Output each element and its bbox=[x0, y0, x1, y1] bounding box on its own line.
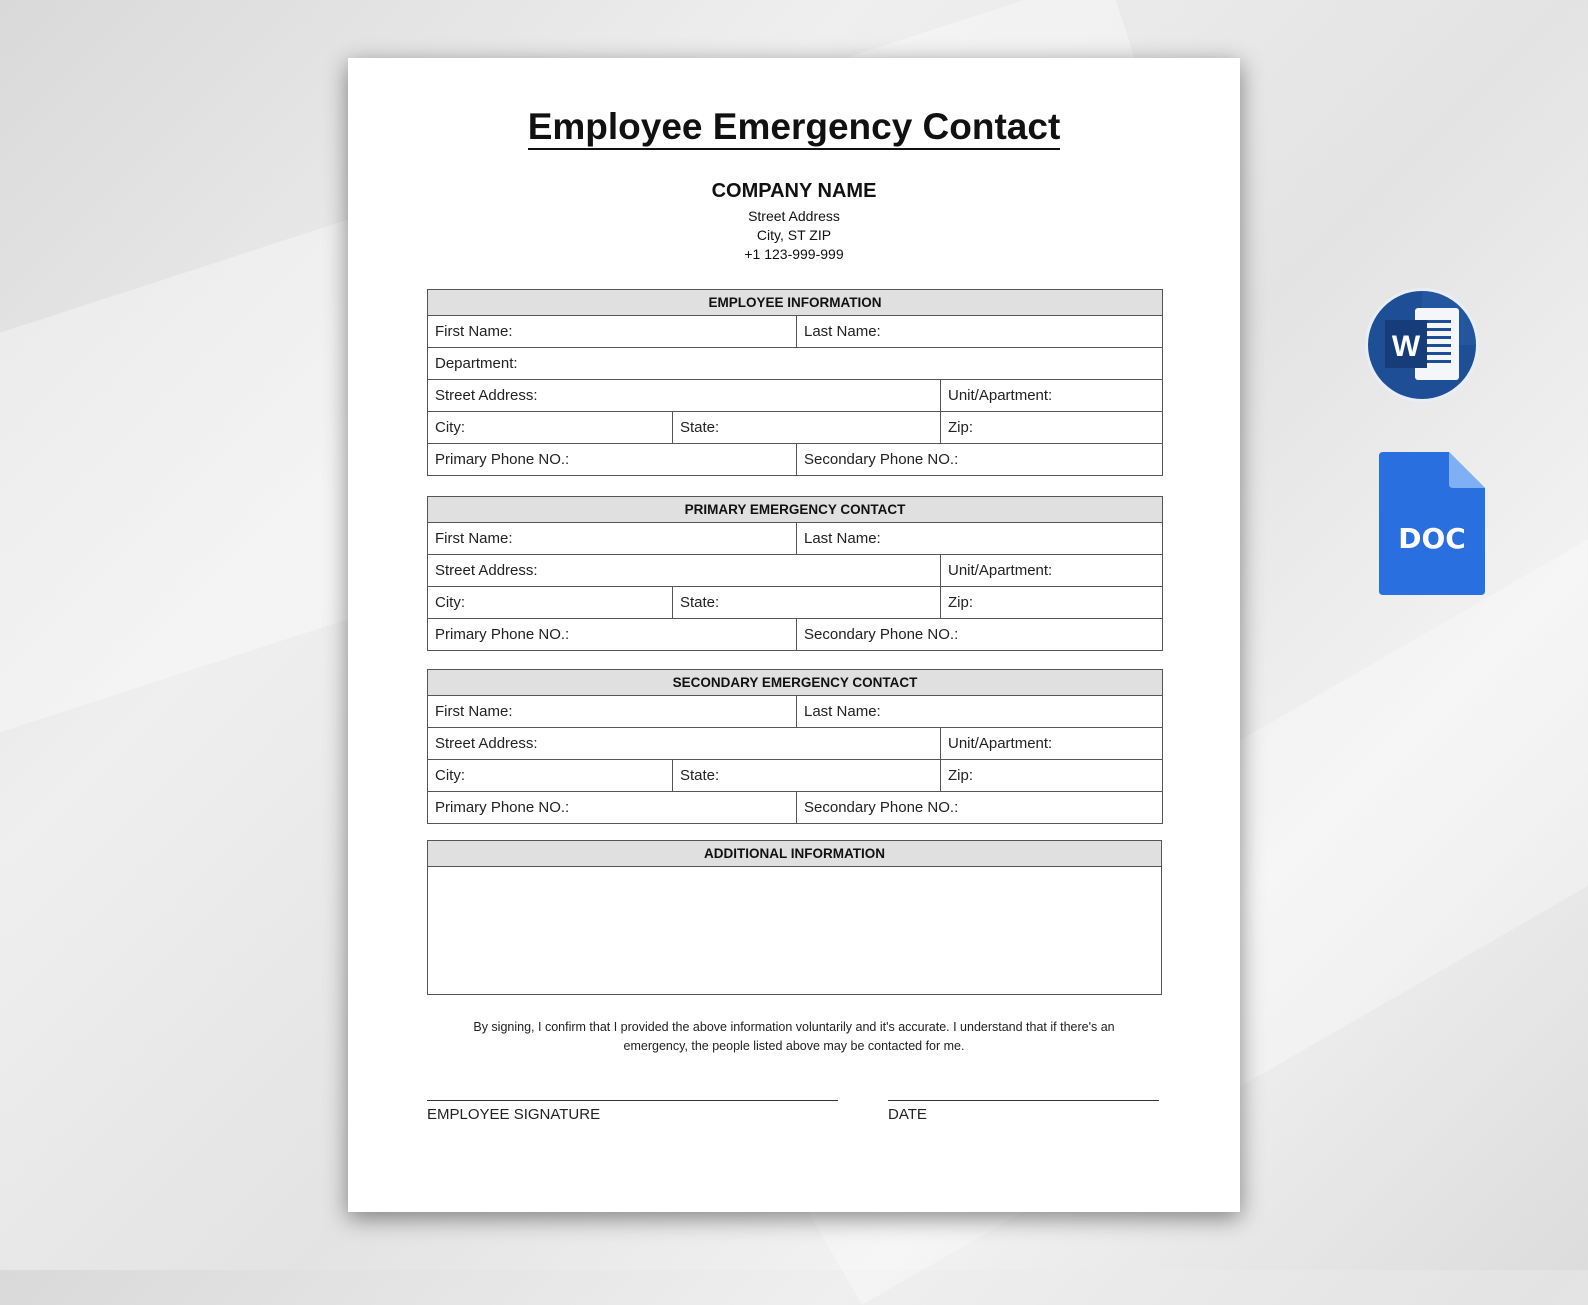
document-title: Employee Emergency Contact bbox=[348, 106, 1240, 148]
employee-signature-line[interactable] bbox=[427, 1100, 838, 1123]
state-field[interactable]: State: bbox=[673, 760, 941, 792]
signature-rule bbox=[427, 1100, 838, 1101]
zip-field[interactable]: Zip: bbox=[941, 760, 1163, 792]
zip-field[interactable]: Zip: bbox=[941, 587, 1163, 619]
company-city: City, ST ZIP bbox=[756, 227, 832, 243]
city-field[interactable]: City: bbox=[428, 587, 673, 619]
word-icon-letter: W bbox=[1391, 330, 1421, 363]
additional-information-field[interactable] bbox=[428, 867, 1162, 995]
zip-field[interactable]: Zip: bbox=[941, 412, 1163, 444]
city-field[interactable]: City: bbox=[428, 760, 673, 792]
first-name-field[interactable]: First Name: bbox=[428, 696, 797, 728]
company-name: COMPANY NAME bbox=[711, 180, 877, 202]
street-address-field[interactable]: Street Address: bbox=[428, 555, 941, 587]
section-heading: PRIMARY EMERGENCY CONTACT bbox=[428, 497, 1163, 523]
employee-information-table bbox=[427, 289, 1163, 476]
primary-phone-field[interactable]: Primary Phone NO.: bbox=[428, 444, 797, 476]
employee-signature-label: EMPLOYEE SIGNATURE bbox=[427, 1106, 601, 1123]
additional-information-table bbox=[427, 840, 1162, 995]
company-header bbox=[348, 180, 1240, 264]
city-field[interactable]: City: bbox=[428, 412, 673, 444]
last-name-field[interactable]: Last Name: bbox=[797, 523, 1163, 555]
first-name-field[interactable]: First Name: bbox=[428, 316, 797, 348]
section-heading: ADDITIONAL INFORMATION bbox=[428, 841, 1162, 867]
doc-file-icon bbox=[1379, 452, 1485, 595]
secondary-phone-field[interactable]: Secondary Phone NO.: bbox=[797, 619, 1163, 651]
primary-emergency-contact-table bbox=[427, 496, 1163, 651]
unit-apartment-field[interactable]: Unit/Apartment: bbox=[941, 380, 1163, 412]
section-heading: SECONDARY EMERGENCY CONTACT bbox=[428, 670, 1163, 696]
date-rule bbox=[888, 1100, 1159, 1101]
state-field[interactable]: State: bbox=[673, 587, 941, 619]
department-field[interactable]: Department: bbox=[428, 348, 1163, 380]
last-name-field[interactable]: Last Name: bbox=[797, 316, 1163, 348]
company-street: Street Address bbox=[748, 208, 840, 224]
section-heading: EMPLOYEE INFORMATION bbox=[428, 290, 1163, 316]
primary-phone-field[interactable]: Primary Phone NO.: bbox=[428, 619, 797, 651]
date-line[interactable] bbox=[888, 1100, 1159, 1123]
date-label: DATE bbox=[888, 1106, 927, 1123]
secondary-phone-field[interactable]: Secondary Phone NO.: bbox=[797, 444, 1163, 476]
doc-icon-label: DOC bbox=[1398, 522, 1466, 555]
word-icon bbox=[1363, 286, 1481, 404]
unit-apartment-field[interactable]: Unit/Apartment: bbox=[941, 555, 1163, 587]
last-name-field[interactable]: Last Name: bbox=[797, 696, 1163, 728]
consent-disclaimer: By signing, I confirm that I provided the above information voluntarily and it's accurate. I understand that if there's an emergency, the people listed above may be contacted for me. bbox=[473, 1020, 1115, 1053]
street-address-field[interactable]: Street Address: bbox=[428, 728, 941, 760]
primary-phone-field[interactable]: Primary Phone NO.: bbox=[428, 792, 797, 824]
state-field[interactable]: State: bbox=[673, 412, 941, 444]
first-name-field[interactable]: First Name: bbox=[428, 523, 797, 555]
street-address-field[interactable]: Street Address: bbox=[428, 380, 941, 412]
secondary-phone-field[interactable]: Secondary Phone NO.: bbox=[797, 792, 1163, 824]
unit-apartment-field[interactable]: Unit/Apartment: bbox=[941, 728, 1163, 760]
secondary-emergency-contact-table bbox=[427, 669, 1163, 824]
company-phone: +1 123-999-999 bbox=[744, 246, 844, 262]
document-page bbox=[348, 58, 1240, 1212]
